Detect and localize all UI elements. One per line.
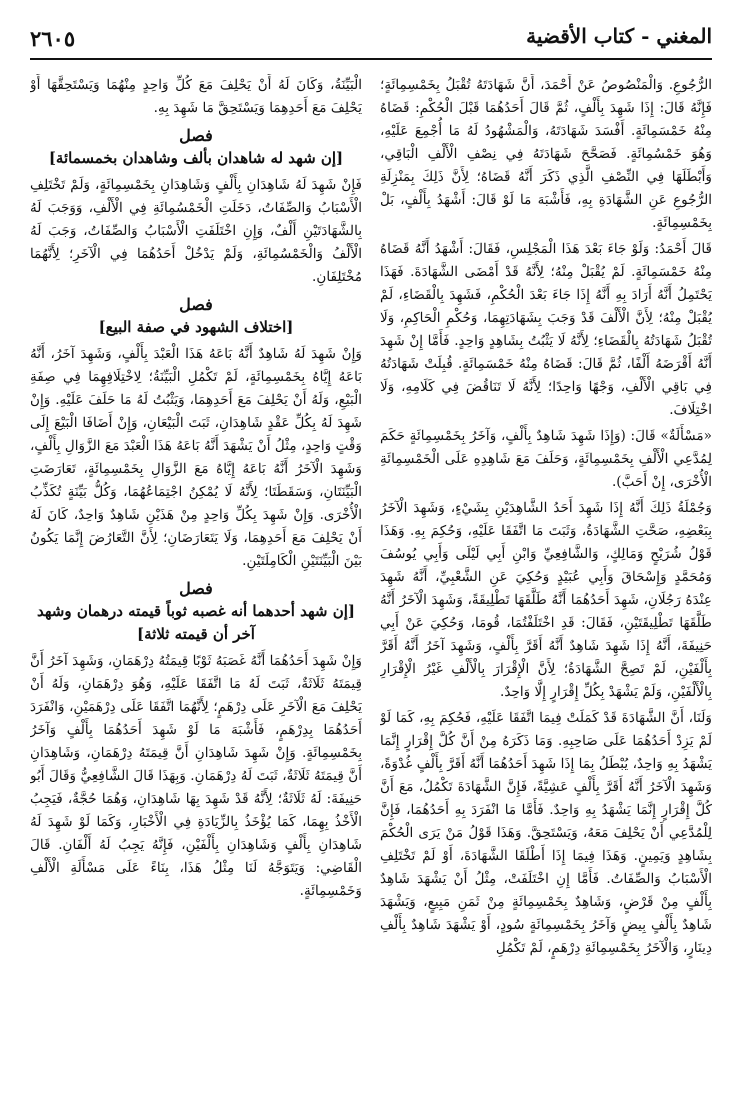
running-title: المغني - كتاب الأقضية — [526, 24, 712, 48]
paragraph: الرُّجُوعِ. وَالْمَنْصُوصُ عَنْ أَحْمَدَ، أَنَّ شَهَادَتَهُ تُقْبَلُ بِخَمْسِمِائَةٍ؛ فَإِنَّهُ قَالَ: إِذَا شَهِدَ بِأَلْفٍ، ثُمَّ قَالَ أَحَدُهُمَا قَبْلَ الْحُكْمِ: قَضَاهُ مِنْهُ خَمْسَمِائَةٍ. أَفْسَدَ شَهَادَتَهُ، وَالْمَشْهُودُ لَهُ مَا أُجْمِعَ عَلَيْهِ، وَهُوَ خَمْسُمِائَةٍ. فَصَحَّحَ شَهَادَتَهُ فِي نِصْفِ الْأَلْفِ الْبَاقِي، وَأَبْطَلَهَا فِي النِّصْفِ الَّذِي ذَكَرَ أَنَّهُ قَضَاهُ؛ لِأَنَّ ذَلِكَ بِمَنْزِلَةِ الرُّجُوعِ عَنِ الشَّهَادَةِ بِهِ، فَأَشْبَهَ مَا لَوْ قَالَ: أَشْهَدُ بِأَلْفٍ، بَلْ بِخَمْسِمِائَةٍ. — [380, 77, 712, 231]
paragraph: «مَسْأَلَةٌ» قَالَ: (وَإِذَا شَهِدَ شَاهِدٌ بِأَلْفٍ، وَآخَرُ بِخَمْسِمِائَةٍ حَكَمَ لِمُدَّعِي الْأَلْفِ بِخَمْسِمِائَةٍ، وَحَلَفَ مَعَ شَاهِدِهِ عَلَى الْخَمْسِمِائَةِ الْأُخْرَى، إِنْ أَحَبَّ). — [380, 428, 712, 490]
paragraph: وَإِنْ شَهِدَ لَهُ شَاهِدٌ أَنَّهُ بَاعَهُ هَذَا الْعَبْدَ بِأَلْفٍ، وَشَهِدَ آخَرُ، أَنَّهُ بَاعَهُ إِيَّاهُ بِخَمْسِمِائَةٍ، لَمْ تَكْمُلِ الْبَيِّنَةُ؛ لِاخْتِلَافِهِمَا فِي صِفَةِ الْبَيْعِ، وَلَهُ أَنْ يَحْلِفَ مَعَ أَحَدِهِمَا، وَيَثْبُتُ لَهُ مَا حَلَفَ عَلَيْهِ. وَإِنْ شَهِدَ لَهُ بِكُلِّ عَقْدٍ شَاهِدَانِ، ثَبَتَ الْبَيْعَانِ، وَإِنْ أَضَافَا الْبَيْعَ إِلَى وَقْتٍ وَاحِدٍ، مِثْلُ أَنْ يَشْهَدَ أَنَّهُ بَاعَهُ هَذَا الْعَبْدَ مَعَ الزَّوَالِ بِأَلْفٍ، وَشَهِدَ الْآخَرُ أَنَّهُ بَاعَهُ إِيَّاهُ مَعَ الزَّوَالِ بِخَمْسِمِائَةٍ، تَعَارَضَتِ الْبَيِّنَتَانِ، وَسَقَطَتَا؛ لِأَنَّهُ لَا يُمْكِنُ اجْتِمَاعُهُمَا، وَكُلُّ بَيِّنَةٍ تُكَذِّبُ الْأُخْرَى. وَإِنْ شَهِدَ بِكُلِّ وَاحِدٍ مِنْ هَذَيْنِ شَاهِدٌ وَاحِدٌ، كَانَ لَهُ أَنْ يَحْلِفَ مَعَ أَحَدِهِمَا، وَلَا يَتَعَارَضَانِ؛ لِأَنَّ التَّعَارُضَ إِنَّمَا يَكُونُ بَيْنَ الْبَيِّنَتَيْنِ الْكَامِلَتَيْنِ. — [30, 346, 362, 569]
paragraph: وَلَنَا، أَنَّ الشَّهَادَةَ قَدْ كَمَلَتْ فِيمَا اتَّفَقَا عَلَيْهِ، فَحُكِمَ بِهِ، كَمَا لَوْ لَمْ يَزِدْ أَحَدُهُمَا عَلَى صَاحِبِهِ. وَمَا ذَكَرَهُ مِنْ أَنَّ كُلَّ إِقْرَارٍ إِنَّمَا يَشْهَدُ بِهِ وَاحِدٌ، يُبْطَلُ بِمَا إِذَا شَهِدَ أَحَدُهُمَا أَنَّهُ أَقَرَّ بِأَلْفٍ غُدْوَةً، وَشَهِدَ الْآخَرُ أَنَّهُ أَقَرَّ بِأَلْفٍ عَشِيَّةً، فَإِنَّ الشَّهَادَةَ تَكْمُلُ، مَعَ أَنَّ كُلَّ إِقْرَارٍ إِنَّمَا يَشْهَدُ بِهِ وَاحِدٌ. فَأَمَّا مَا انْفَرَدَ بِهِ أَحَدُهُمَا، فَإِنَّ لِلْمُدَّعِي أَنْ يَحْلِفَ مَعَهُ، وَيَسْتَحِقَّ. وَهَذَا قَوْلُ مَنْ يَرَى الْحُكْمَ بِشَاهِدٍ وَيَمِينٍ. وَهَذَا فِيمَا إِذَا أَطْلَقَا الشَّهَادَةَ، أَوْ لَمْ تَخْتَلِفِ الْأَسْبَابُ وَالصِّفَاتُ. فَأَمَّا إِنِ اخْتَلَفَتْ، مِثْلُ أَنْ يَشْهَدَ شَاهِدٌ بِأَلْفٍ مِنْ قَرْضٍ، وَشَاهِدٌ بِخَمْسِمِائَةٍ مِنْ ثَمَنِ مَبِيعٍ، وَيَشْهَدَ شَاهِدٌ بِأَلْفٍ بِيضٍ وَآخَرُ بِخَمْسِمِائَةٍ سُودٍ، أَوْ يَشْهَدَ شَاهِدٌ بِأَلْفِ دِينَارٍ، وَالْآخَرُ بِخَمْسِمِائَةِ دِرْهَمٍ، لَمْ تَكْمُلِ — [380, 710, 712, 956]
page-number: ٢٦٠٥ — [30, 26, 76, 51]
paragraph: وَإِنْ شَهِدَ أَحَدُهُمَا أَنَّهُ غَصَبَهُ ثَوْبًا قِيمَتُهُ دِرْهَمَانِ، وَشَهِدَ آخَرُ أَنَّ قِيمَتَهُ ثَلَاثَةٌ، ثَبَتَ لَهُ مَا اتَّفَقَا عَلَيْهِ، وَهُوَ دِرْهَمَانِ، وَلَهُ أَنْ يَحْلِفَ مَعَ الْآخَرِ عَلَى دِرْهَمٍ؛ لِأَنَّهُمَا اتَّفَقَا عَلَى دِرْهَمَيْنِ، وَانْفَرَدَ أَحَدُهُمَا بِدِرْهَمٍ، فَأَشْبَهَ مَا لَوْ شَهِدَ أَحَدُهُمَا بِأَلْفٍ وَآخَرُ بِخَمْسِمِائَةٍ. وَإِنْ شَهِدَ شَاهِدَانِ أَنَّ قِيمَتَهُ دِرْهَمَانِ، وَشَاهِدَانِ أَنَّ قِيمَتَهُ ثَلَاثَةٌ، ثَبَتَ لَهُ دِرْهَمَانِ. وَبِهَذَا قَالَ الشَّافِعِيُّ وَقَالَ أَبُو حَنِيفَةَ: لَهُ ثَلَاثَةٌ؛ لِأَنَّهُ قَدْ شَهِدَ بِهَا شَاهِدَانِ، وَهُمَا حُجَّةٌ، فَيَجِبُ الْأَخْذُ بِهِمَا، كَمَا يُؤْخَذُ بِالزِّيَادَةِ فِي الْأَخْبَارِ، وَكَمَا لَوْ شَهِدَ لَهُ شَاهِدَانِ بِأَلْفٍ وَشَاهِدَانِ بِأَلْفَيْنِ، فَإِنَّهُ يَجِبُ لَهُ أَلْفَانِ. قَالَ الْقَاضِي: وَيَتَوَجَّهُ لَنَا مِثْلُ هَذَا، بِنَاءً عَلَى مَسْأَلَةِ الْأَلْفِ وَخَمْسِمِائَةٍ. — [30, 653, 362, 899]
section-title: [إن شهد أحدهما أنه غصبه ثوباً قيمته درهمان وشهد آخر أن قيمته ثلاثة] — [37, 602, 355, 643]
paragraph: قَالَ أَحْمَدُ: وَلَوْ جَاءَ بَعْدَ هَذَا الْمَجْلِسِ، فَقَالَ: أَشْهَدُ أَنَّهُ قَضَاهُ مِنْهُ خَمْسَمِائَةٍ. لَمْ يُقْبَلْ مِنْهُ؛ لِأَنَّهُ قَدْ أَمْضَى الشَّهَادَةَ. فَهَذَا يَحْتَمِلُ أَنَّهُ أَرَادَ بِهِ أَنَّهُ إِذَا جَاءَ بَعْدَ الْحُكْمِ، فَشَهِدَ بِالْقَضَاءِ، لَمْ يُقْبَلْ مِنْهُ؛ لِأَنَّ الْأَلْفَ قَدْ وَجَبَ بِشَهَادَتِهِمَا، وَحُكْمِ الْحَاكِمِ، وَلَا تُقْبَلُ شَهَادَتُهُ بِالْقَضَاءِ؛ لِأَنَّهُ لَا يَثْبُتُ بِشَاهِدٍ وَاحِدٍ. فَأَمَّا إِنْ شَهِدَ أَنَّهُ أَقْرَضَهُ أَلْفًا، ثُمَّ قَالَ: قَضَاهُ مِنْهُ خَمْسَمِائَةٍ. قُبِلَتْ شَهَادَتُهُ فِي بَاقِي الْأَلْفِ، وَجْهًا وَاحِدًا؛ لِأَنَّهُ لَا تَنَاقُضَ فِي كَلَامِهِ، وَلَا اخْتِلَافَ. — [380, 241, 712, 418]
section-title: [إن شهد له شاهدان بألف وشاهدان بخمسمائة] — [48, 149, 344, 167]
section-label: فصل — [179, 126, 213, 145]
paragraph: فَإِنْ شَهِدَ لَهُ شَاهِدَانِ بِأَلْفٍ وَشَاهِدَانِ بِخَمْسِمِائَةٍ، وَلَمْ تَخْتَلِفِ الْأَسْبَابُ وَالصِّفَاتُ، دَخَلَتِ الْخَمْسُمِائَةِ فِي الْأَلْفِ، وَوَجَبَ لَهُ بِالشَّهَادَتَيْنِ أَلْفٌ، وَإِنِ اخْتَلَفَتِ الْأَسْبَابُ وَالصِّفَاتُ، وَجَبَ لَهُ الْأَلْفُ وَالْخَمْسُمِائَةِ، وَلَمْ يَدْخُلْ أَحَدُهُمَا فِي الْآخَرِ؛ لِأَنَّهُمَا مُخْتَلِفَانِ. — [30, 177, 362, 285]
left-column — [30, 74, 362, 1082]
paragraph: الْبَيِّنَةُ، وَكَانَ لَهُ أَنْ يَحْلِفَ مَعَ كُلِّ وَاحِدٍ مِنْهُمَا وَيَسْتَحِقَّهَا أَوْ يَحْلِفَ مَعَ أَحَدِهِمَا وَيَسْتَحِقَّ مَا شَهِدَ بِهِ. — [30, 77, 362, 116]
page-header — [30, 22, 712, 60]
section-label: فصل — [179, 295, 213, 314]
right-column — [380, 74, 712, 1082]
book-page — [30, 22, 712, 1082]
section-label: فصل — [179, 579, 213, 598]
section-title: [اختلاف الشهود في صفة البيع] — [98, 318, 294, 336]
paragraph: وَجُمْلَةُ ذَلِكَ أَنَّهُ إِذَا شَهِدَ أَحَدُ الشَّاهِدَيْنِ بِشَيْءٍ، وَشَهِدَ الْآخَرُ بِبَعْضِهِ، صَحَّتِ الشَّهَادَةُ، وَثَبَتَ مَا اتَّفَقَا عَلَيْهِ، وَحُكِمَ بِهِ. وَهَذَا قَوْلُ شُرَيْحٍ وَمَالِكٍ، وَالشَّافِعِيِّ وَابْنِ أَبِي لَيْلَى وَأَبِي يُوسُفَ وَمُحَمَّدٍ وَإِسْحَاقَ وَأَبِي عُبَيْدٍ وَحُكِيَ عَنِ الشَّعْبِيِّ، أَنَّهُ شَهِدَ عِنْدَهُ رَجُلَانِ، شَهِدَ أَحَدُهُمَا أَنَّهُ طَلَّقَهَا تَطْلِيقَةً، وَشَهِدَ الْآخَرُ أَنَّهُ طَلَّقَهَا تَطْلِيقَتَيْنِ، فَقَالَ: قَدِ اخْتَلَفْتُمَا، قُومَا، وَحُكِيَ عَنْ أَبِي حَنِيفَةَ، أَنَّهُ إِذَا شَهِدَ شَاهِدٌ أَنَّهُ أَقَرَّ بِأَلْفٍ، وَشَهِدَ آخَرُ أَنَّهُ أَقَرَّ بِأَلْفَيْنِ، لَمْ تَصِحَّ الشَّهَادَةُ؛ لِأَنَّ الْإِقْرَارَ بِالْأَلْفِ غَيْرُ الْإِقْرَارِ بِالْأَلْفَيْنِ، وَلَمْ يَشْهَدْ بِكُلِّ إِقْرَارٍ إِلَّا وَاحِدٌ. — [380, 500, 712, 700]
text-columns — [30, 74, 712, 1082]
